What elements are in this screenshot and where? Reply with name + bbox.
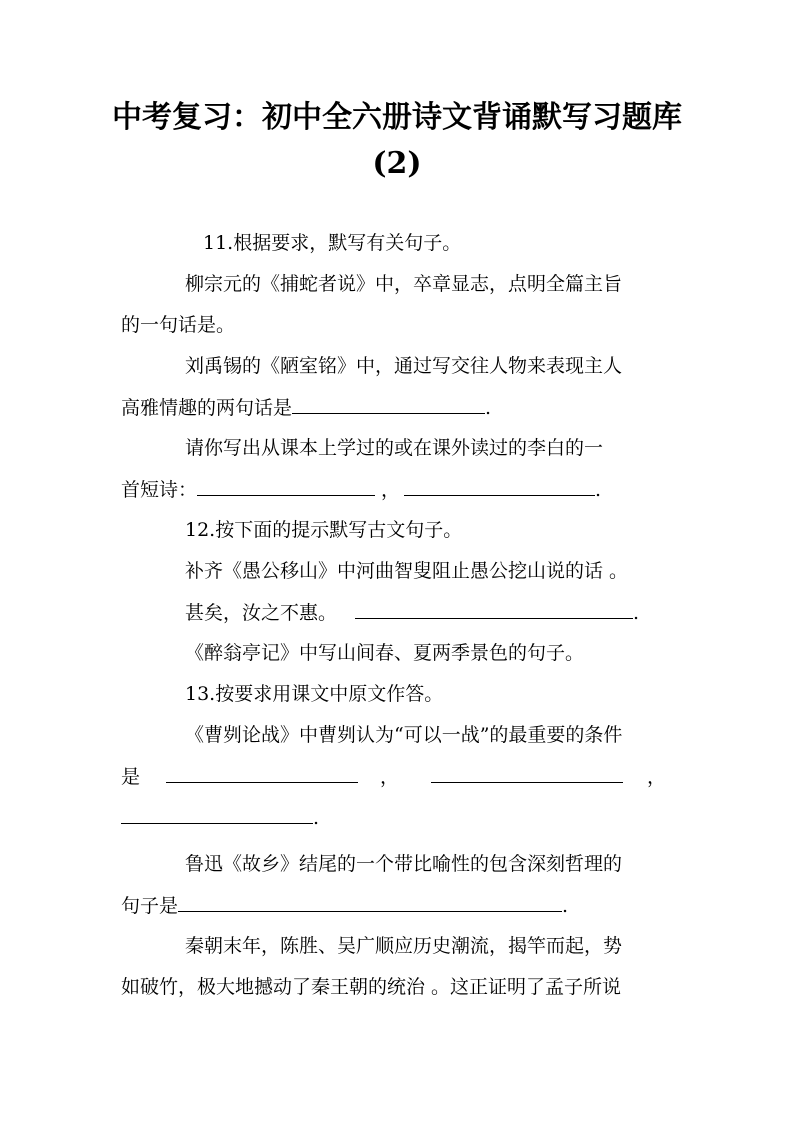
q13-item1-prompt: 是 <box>121 766 141 788</box>
q13-item3-line1: 秦朝末年，陈胜、吴广顺应历史潮流，揭竿而起，势 <box>185 935 623 957</box>
answer-blank[interactable] <box>355 600 633 619</box>
q11-heading: 11.根据要求，默写有关句子。 <box>203 232 462 254</box>
q11-item2-line2 <box>121 395 491 420</box>
period: . <box>485 397 492 419</box>
answer-blank[interactable] <box>121 805 313 824</box>
q12-item2 <box>185 600 639 625</box>
q11-item2-prompt: 高雅情趣的两句话是 <box>121 397 293 419</box>
q11-item3-line2 <box>121 477 601 502</box>
period: . <box>633 602 640 624</box>
q11-item1-line2: 的一句话是。 <box>121 314 236 336</box>
q13-item1-line1: 《曹刿论战》中曹刿认为“可以一战”的最重要的条件 <box>185 724 623 746</box>
q11-item3-prompt: 首短诗： <box>121 479 198 501</box>
document-title: 中考复习：初中全六册诗文背诵默写习题库 <box>112 100 682 135</box>
q11-item1-line1: 柳宗元的《捕蛇者说》中，卒章显志，点明全篇主旨 <box>185 273 623 295</box>
q12-heading: 12.按下面的提示默写古文句子。 <box>185 519 463 541</box>
q13-item2-prompt: 句子是 <box>121 895 179 917</box>
q11-item3-line1: 请你写出从课本上学过的或在课外读过的李白的一 <box>185 437 604 459</box>
q12-item3: 《醉翁亭记》中写山间春、夏两季景色的句子。 <box>185 642 585 664</box>
q13-heading: 13.按要求用课文中原文作答。 <box>185 683 444 705</box>
period: . <box>562 895 569 917</box>
answer-blank[interactable] <box>197 477 375 496</box>
answer-blank[interactable] <box>404 477 595 496</box>
q11-item2-line1: 刘禹锡的《陋室铭》中，通过写交往人物来表现主人 <box>185 355 623 377</box>
q13-item1-line2 <box>121 764 666 789</box>
comma: ， <box>647 766 667 788</box>
answer-blank[interactable] <box>178 893 562 912</box>
period: . <box>595 479 602 501</box>
q13-item1-line3 <box>121 805 319 830</box>
comma: ， <box>381 479 401 501</box>
period: . <box>313 807 320 829</box>
q13-item2-line2 <box>121 893 568 918</box>
answer-blank[interactable] <box>431 764 623 783</box>
answer-blank[interactable] <box>292 395 485 414</box>
answer-blank[interactable] <box>166 764 358 783</box>
q13-item2-line1: 鲁迅《故乡》结尾的一个带比喻性的包含深刻哲理的 <box>185 853 623 875</box>
q12-item1: 补齐《愚公移山》中河曲智叟阻止愚公挖山说的话 。 <box>185 560 629 582</box>
q12-item2-prompt: 甚矣，汝之不惠。 <box>185 602 338 624</box>
comma: ， <box>380 766 400 788</box>
q13-item3-line2: 如破竹，极大地撼动了秦王朝的统治 。这正证明了孟子所说 <box>121 976 622 998</box>
document-title-number: (2) <box>372 146 422 181</box>
